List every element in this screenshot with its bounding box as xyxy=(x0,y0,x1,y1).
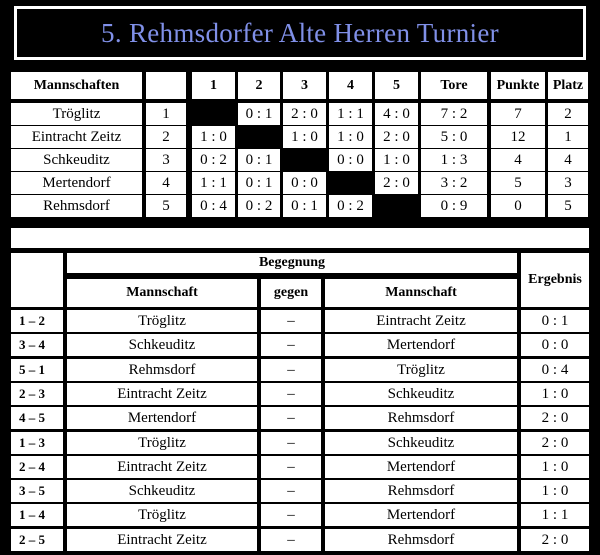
place-cell: 2 xyxy=(548,103,588,125)
match-team-b: Mertendorf xyxy=(325,334,517,356)
match-team-b: Rehmsdorf xyxy=(325,407,517,429)
header-tore: Tore xyxy=(421,72,487,99)
result-cell: 0 : 2 xyxy=(329,195,372,217)
match-result: 0 : 4 xyxy=(521,359,589,381)
match-pair: 4 – 5 xyxy=(11,407,63,429)
header-nr xyxy=(146,72,186,99)
match-team-b: Schkeuditz xyxy=(325,383,517,405)
match-vs: – xyxy=(261,456,321,478)
result-cell: 0 : 2 xyxy=(192,149,235,171)
result-cell: 1 : 1 xyxy=(329,103,372,125)
header-ergebnis: Ergebnis xyxy=(521,253,589,307)
points-cell: 4 xyxy=(491,149,545,171)
match-vs: – xyxy=(261,529,321,551)
goals-cell: 1 : 3 xyxy=(421,149,487,171)
result-cell: 0 : 1 xyxy=(283,195,326,217)
title-panel xyxy=(17,9,583,57)
match-pair: 2 – 4 xyxy=(11,456,63,478)
result-cell: 0 : 1 xyxy=(238,172,280,194)
title-banner xyxy=(14,6,586,60)
points-cell: 5 xyxy=(491,172,545,194)
match-team-b: Mertendorf xyxy=(325,504,517,526)
match-team-b: Rehmsdorf xyxy=(325,529,517,551)
result-cell: 1 : 0 xyxy=(329,126,372,148)
match-vs: – xyxy=(261,310,321,332)
team-number: 4 xyxy=(146,172,186,194)
team-name: Tröglitz xyxy=(11,103,142,125)
result-cell: 1 : 0 xyxy=(192,126,235,148)
header-punkte: Punkte xyxy=(491,72,545,99)
header-col-1: 1 xyxy=(192,72,235,99)
section-divider xyxy=(11,228,589,248)
match-result: 1 : 0 xyxy=(521,480,589,502)
match-vs: – xyxy=(261,504,321,526)
place-cell: 4 xyxy=(548,149,588,171)
diagonal-cell xyxy=(238,126,280,148)
header-col-2: 2 xyxy=(238,72,280,99)
match-pair: 1 – 4 xyxy=(11,504,63,526)
match-team-a: Rehmsdorf xyxy=(67,359,257,381)
match-team-a: Eintracht Zeitz xyxy=(67,383,257,405)
points-cell: 7 xyxy=(491,103,545,125)
match-result: 2 : 0 xyxy=(521,432,589,454)
goals-cell: 7 : 2 xyxy=(421,103,487,125)
diagonal-cell xyxy=(375,195,418,217)
result-cell: 2 : 0 xyxy=(283,103,326,125)
match-team-a: Schkeuditz xyxy=(67,334,257,356)
match-team-a: Tröglitz xyxy=(67,310,257,332)
header-mannschaften: Mannschaften xyxy=(11,72,142,99)
match-pair: 1 – 2 xyxy=(11,310,63,332)
team-number: 3 xyxy=(146,149,186,171)
diagonal-cell xyxy=(283,149,326,171)
match-pair: 2 – 5 xyxy=(11,529,63,551)
match-team-a: Eintracht Zeitz xyxy=(67,529,257,551)
result-cell: 0 : 1 xyxy=(238,149,280,171)
result-cell: 0 : 0 xyxy=(283,172,326,194)
match-vs: – xyxy=(261,480,321,502)
result-cell: 0 : 4 xyxy=(192,195,235,217)
result-cell: 0 : 2 xyxy=(238,195,280,217)
match-result: 0 : 0 xyxy=(521,334,589,356)
match-result: 1 : 0 xyxy=(521,456,589,478)
match-vs: – xyxy=(261,359,321,381)
match-team-b: Eintracht Zeitz xyxy=(325,310,517,332)
header-mannschaft-a: Mannschaft xyxy=(67,279,257,307)
match-vs: – xyxy=(261,334,321,356)
match-vs: – xyxy=(261,432,321,454)
match-team-b: Tröglitz xyxy=(325,359,517,381)
goals-cell: 5 : 0 xyxy=(421,126,487,148)
result-cell: 1 : 0 xyxy=(283,126,326,148)
match-result: 0 : 1 xyxy=(521,310,589,332)
result-cell: 4 : 0 xyxy=(375,103,418,125)
match-pair: 2 – 3 xyxy=(11,383,63,405)
place-cell: 3 xyxy=(548,172,588,194)
match-pair: 3 – 5 xyxy=(11,480,63,502)
points-cell: 0 xyxy=(491,195,545,217)
match-vs: – xyxy=(261,407,321,429)
goals-cell: 0 : 9 xyxy=(421,195,487,217)
result-cell: 2 : 0 xyxy=(375,172,418,194)
result-cell: 2 : 0 xyxy=(375,126,418,148)
team-name: Mertendorf xyxy=(11,172,142,194)
points-cell: 12 xyxy=(491,126,545,148)
header-col-5: 5 xyxy=(375,72,418,99)
goals-cell: 3 : 2 xyxy=(421,172,487,194)
result-cell: 0 : 1 xyxy=(238,103,280,125)
match-team-a: Tröglitz xyxy=(67,432,257,454)
header-platz: Platz xyxy=(548,72,588,99)
result-cell: 0 : 0 xyxy=(329,149,372,171)
match-pair: 3 – 4 xyxy=(11,334,63,356)
header-gegen: gegen xyxy=(261,279,321,307)
diagonal-cell xyxy=(329,172,372,194)
match-result: 1 : 1 xyxy=(521,504,589,526)
match-team-b: Schkeuditz xyxy=(325,432,517,454)
corner-cell xyxy=(11,253,63,307)
match-team-a: Tröglitz xyxy=(67,504,257,526)
header-col-4: 4 xyxy=(329,72,372,99)
header-col-3: 3 xyxy=(283,72,326,99)
page-title: 5. Rehmsdorfer Alte Herren Turnier xyxy=(101,17,499,48)
place-cell: 5 xyxy=(548,195,588,217)
result-cell: 1 : 1 xyxy=(192,172,235,194)
header-mannschaft-b: Mannschaft xyxy=(325,279,517,307)
match-pair: 1 – 3 xyxy=(11,432,63,454)
match-result: 1 : 0 xyxy=(521,383,589,405)
place-cell: 1 xyxy=(548,126,588,148)
match-result: 2 : 0 xyxy=(521,529,589,551)
diagonal-cell xyxy=(192,103,235,125)
match-team-a: Schkeuditz xyxy=(67,480,257,502)
team-number: 1 xyxy=(146,103,186,125)
team-name: Schkeuditz xyxy=(11,149,142,171)
match-team-a: Mertendorf xyxy=(67,407,257,429)
match-team-b: Mertendorf xyxy=(325,456,517,478)
team-number: 5 xyxy=(146,195,186,217)
team-name: Eintracht Zeitz xyxy=(11,126,142,148)
header-begegnung: Begegnung xyxy=(67,253,517,273)
match-team-a: Eintracht Zeitz xyxy=(67,456,257,478)
match-vs: – xyxy=(261,383,321,405)
match-result: 2 : 0 xyxy=(521,407,589,429)
team-number: 2 xyxy=(146,126,186,148)
result-cell: 1 : 0 xyxy=(375,149,418,171)
team-name: Rehmsdorf xyxy=(11,195,142,217)
match-team-b: Rehmsdorf xyxy=(325,480,517,502)
match-pair: 5 – 1 xyxy=(11,359,63,381)
